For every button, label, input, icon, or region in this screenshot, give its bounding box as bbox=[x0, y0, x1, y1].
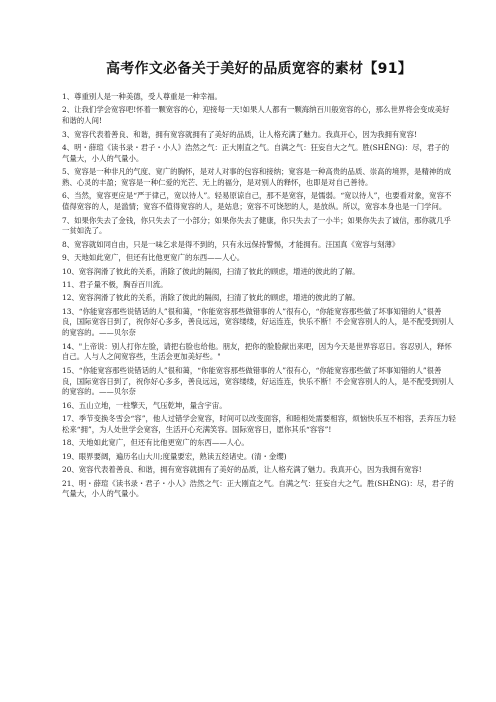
list-item: 3、宽容代表着善良、和谐，拥有宽容就拥有了美好的品质，让人格充满了魅力。我真开心，因为我拥有宽容! bbox=[62, 129, 418, 139]
list-item: 8、宽容就如同自由，只是一味乞求是得不到的，只有永远保持警惕，才能拥有。汪国真《宽容与刻薄》 bbox=[62, 239, 400, 249]
list-item: 14、"上帝说：别人打你左脸，请把右脸也给他。朋友，把你的脸脸献出来吧，因为今天是世界容忍日。容忍别人，释怀自己。人与人之间宽容些，生活会更加美好些。" bbox=[62, 341, 452, 362]
list-item: 4、明・薛瑄《读书录・君子・小人》浩然之气：正大刚直之气。自满之气：狂妄自大之气。胜(SHĒNG)：尽，君子的气量大，小人的气量小。 bbox=[62, 142, 450, 163]
quote-list bbox=[62, 92, 456, 500]
list-item: 2、让我们学会宽容吧!怀着一颗宽容的心，迎接每一天!如果人人都有一颗海纳百川般宽容的心，那么世界将会变成美好和谐的人间! bbox=[62, 105, 450, 126]
list-item: 18、天地如此宽广，但还有比他更宽广的东西——人心。 bbox=[62, 438, 249, 448]
list-item: 15、“你能宽容那些说错话的人”很和蔼，“你能宽容那些做错事的人”很有心，“你能宽容那些做了坏事知错的人”很善良，国际宽容日到了，祝你好心多多，善良远远，宽容缕缕，好运连连，快乐不断！不会宽容别人的人，是不配受到别人的宽容的。——贝尔奈 bbox=[62, 365, 454, 397]
list-item: 17、季节变换冬雪会“容”，他人过错学会宽容，时间可以改变面容，和睦相处需要相容，烦恼快乐互不相容，丢弃压力轻松来“拥”，为人处世学会宽容，生活开心充满笑容。国际宽容日，愿你其乐“容容”! bbox=[62, 414, 456, 435]
list-item: 5、宽容是一种非凡的气度、宽广的胸怀，是对人对事的包容和接纳；宽容是一种高贵的品质、崇高的境界，是精神的成熟、心灵的丰盈；宽容是一种仁爱的光芒、无上的福分，是对别人的释怀，也即是对自己善待。 bbox=[62, 167, 452, 187]
list-item: 21、明・薛瑄《读书录・君子・小人》浩然之气：正大刚直之气。自满之气：狂妄自大之气。胜(SHĒNG)：尽，君子的气量大，小人的气量小。 bbox=[62, 478, 454, 499]
document-title: 高考作文必备关于美好的品质宽容的素材【91】 bbox=[105, 61, 413, 77]
list-item: 10、宽容润滑了彼此的关系，消除了彼此的隔阂，扫清了彼此的顾虑，增进的彼此的了解。 bbox=[62, 266, 360, 276]
list-item: 13、“你能宽容那些说错话的人”很和蔼，“你能宽容那些做错事的人”很有心，“你能宽容那些做了坏事知错的人”很善良，国际宽容日到了，祝你好心多多，善良远远，宽容缕缕，好运连连，快乐不断！不会宽容别人的人，是不配受到别人的宽容的。——贝尔奈 bbox=[62, 306, 454, 338]
list-item: 1、尊重别人是一种美德，受人尊重是一种幸福。 bbox=[62, 92, 222, 101]
list-item: 19、眼界要阔，遍历名山大川;度量要宏，熟读五经诸史。(清・金缨) bbox=[62, 451, 287, 461]
list-item: 12、宽容润滑了彼此的关系，消除了彼此的隔阂，扫清了彼此的顾虑，增进的彼此的了解。 bbox=[62, 293, 360, 303]
list-item: 7、如果你失去了金钱，你只失去了一小部分；如果你失去了健康，你只失去了一小半；如果你失去了诚信，那你就几乎一贫如洗了。 bbox=[62, 215, 452, 236]
list-item: 20、宽容代表着善良、和谐，拥有宽容就拥有了美好的品质，让人格充满了魅力。我真开心，因为我拥有宽容! bbox=[62, 465, 422, 475]
list-item: 6、当然，宽容更应是“严于律己，宽以待人”。轻易原谅自己，那不是宽容，是懦弱。“宽以待人”，也要看对象，宽容不值得宽容的人，是滥情；宽容不值得宽容的人，是姑息；宽容不可饶恕的人，是放纵。所以，宽容本身也是一门学问。 bbox=[62, 191, 452, 212]
list-item: 11、君子量不极，胸吞百川流。 bbox=[62, 279, 168, 289]
list-item: 9、天地如此宽广，但还有比他更宽广的东西——人心。 bbox=[62, 253, 245, 263]
list-item: 16、五山立地，一柱擎天，气压乾坤，量含宇宙。 bbox=[62, 400, 227, 410]
